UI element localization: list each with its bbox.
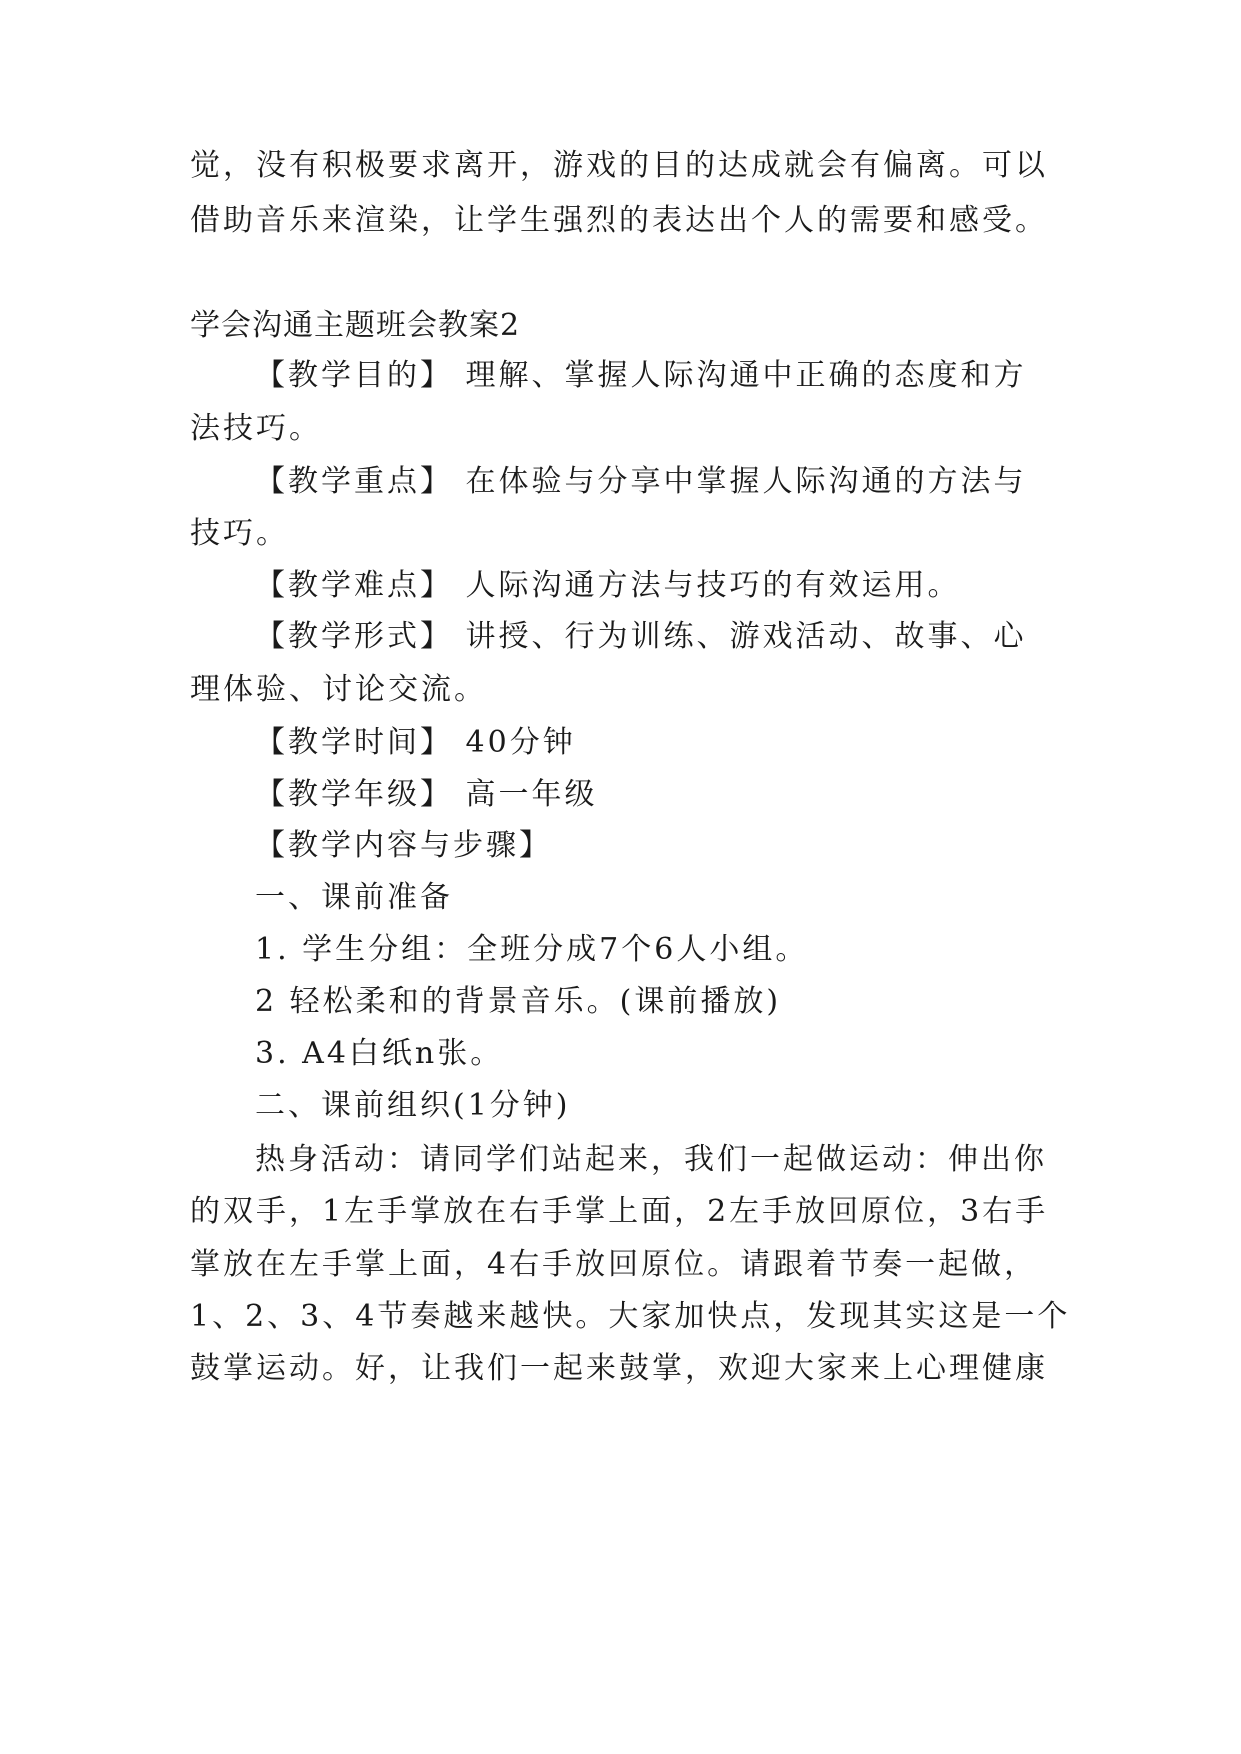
teaching-focus-continued: 技巧。	[190, 516, 289, 551]
section-title: 学会沟通主题班会教案2	[190, 308, 521, 343]
warmup-line-5: 鼓掌运动。好，让我们一起来鼓掌，欢迎大家来上心理健康	[190, 1351, 1048, 1386]
paragraph-line-1: 觉，没有积极要求离开，游戏的目的达成就会有偏离。可以	[190, 148, 1048, 183]
teaching-difficulty: 【教学难点】 人际沟通方法与技巧的有效运用。	[255, 568, 961, 603]
warmup-line-1: 热身活动：请同学们站起来，我们一起做运动：伸出你	[255, 1142, 1047, 1177]
warmup-line-2: 的双手，1左手掌放在右手掌上面，2左手放回原位，3右手	[190, 1194, 1049, 1229]
step-one-item-3: 3. A4白纸n张。	[255, 1036, 504, 1071]
teaching-content-heading: 【教学内容与步骤】	[255, 828, 552, 863]
teaching-time: 【教学时间】 40分钟	[255, 725, 576, 760]
teaching-form: 【教学形式】 讲授、行为训练、游戏活动、故事、心	[255, 619, 1027, 654]
step-two-heading: 二、课前组织(1分钟)	[255, 1088, 571, 1123]
step-one-item-1: 1. 学生分组：全班分成7个6人小组。	[255, 932, 809, 967]
teaching-focus: 【教学重点】 在体验与分享中掌握人际沟通的方法与	[255, 464, 1027, 499]
teaching-purpose: 【教学目的】 理解、掌握人际沟通中正确的态度和方	[255, 358, 1027, 393]
warmup-line-3: 掌放在左手掌上面，4右手放回原位。请跟着节奏一起做，	[190, 1247, 1038, 1282]
warmup-line-4: 1、2、3、4节奏越来越快。大家加快点，发现其实这是一个	[190, 1299, 1071, 1334]
paragraph-line-2: 借助音乐来渲染，让学生强烈的表达出个人的需要和感受。	[190, 203, 1048, 238]
step-one-item-2: 2 轻松柔和的背景音乐。(课前播放)	[255, 984, 782, 1019]
teaching-grade: 【教学年级】 高一年级	[255, 777, 598, 812]
step-one-heading: 一、课前准备	[255, 880, 453, 915]
teaching-purpose-continued: 法技巧。	[190, 411, 322, 446]
teaching-form-continued: 理体验、讨论交流。	[190, 672, 487, 707]
